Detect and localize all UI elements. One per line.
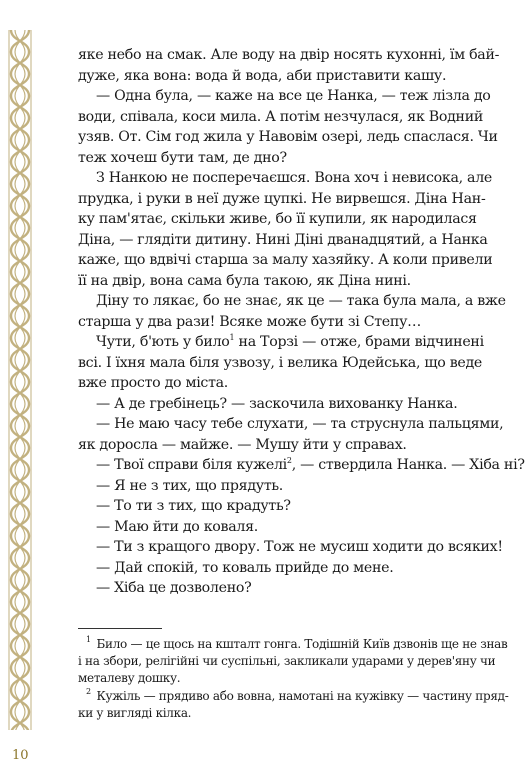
text-line: — Твої справи біля кужелі$^2$, — ствердила Нанка. — Хіба ні?	[96, 456, 525, 473]
text-line: води, співала, коси мила. А потім незчулася, як Водний	[78, 108, 484, 125]
celtic-knot-border	[8, 30, 32, 730]
text-line: дуже, яка вона: вода й вода, аби приставити кашу.	[78, 67, 447, 84]
text-line: як доросла — майже. — Мушу йти у справах.	[78, 436, 407, 453]
text-line: Чути, б'ють у било$^1$ на Торзі — отже, брами відчинені	[96, 333, 484, 350]
text-line: ку пам'ятає, скільки живе, бо її купили, як народилася	[78, 211, 477, 227]
text-line: узяв. От. Сім год жила у Навовім озері, ледь спаслася. Чи	[78, 129, 498, 145]
footnote-number: 2	[86, 687, 91, 696]
text-line: — Я не з тих, що прядуть.	[96, 477, 283, 494]
footnote-line: ки у вигляді кілка.	[78, 706, 192, 720]
footnote-divider	[78, 628, 162, 629]
text-line: — Хіба це дозволено?	[96, 580, 252, 596]
footnote-ref: 1	[229, 333, 235, 342]
text-line: старша у два рази! Всяке може бути зі Степу…	[78, 313, 421, 330]
text-line: — А де гребінець? — заскочила вихованку Нанка.	[96, 395, 458, 412]
text-line: Діну то лякає, бо не знає, як це — така була мала, а вже	[96, 293, 506, 309]
footnote-ref: 2	[286, 456, 292, 465]
text-line: — Одна була, — каже на все це Нанка, — теж лізла до	[96, 88, 491, 104]
footnote-line: $^2$ Кужіль — прядиво або вовна, намотані на кужівку — частину пряд-	[86, 687, 509, 703]
text-line: — Не маю часу тебе слухати, — та струснула пальцями,	[96, 416, 504, 432]
text-line: всі. І їхня мала біля узвозу, і велика Юдейська, що веде	[78, 354, 483, 371]
text-line: каже, що вдвічі старша за малу хазяйку. А коли привели	[78, 252, 493, 268]
footnote-line: $^1$ Било — це щось на кшталт гонга. Тодішній Київ дзвонів ще не знав	[86, 635, 508, 651]
page-number: 10	[12, 748, 29, 763]
text-line: прудка, і руки в неї дуже цупкі. Не вирвешся. Діна Нан-	[78, 190, 486, 207]
text-line: — Маю йти до коваля.	[96, 518, 258, 535]
text-line: — Дай спокій, то коваль прийде до мене.	[96, 559, 394, 576]
text-line: яке небо на смак. Але воду на двір носять кухонні, їм бай-	[78, 47, 500, 63]
text-line: її на двір, вона сама була такою, як Діна нині.	[78, 272, 411, 289]
text-line: З Нанкою не посперечаєшся. Вона хоч і невисока, але	[96, 170, 492, 186]
text-line: вже просто до міста.	[78, 375, 228, 391]
footnote-line: металеву дошку.	[78, 671, 181, 685]
text-line: Діна, — глядіти дитину. Нині Діні дванадцятий, а Нанка	[78, 231, 488, 248]
text-line: — Ти з кращого двору. Тож не мусиш ходити до всяких!	[96, 539, 503, 555]
text-line: теж хочеш бути там, де дно?	[78, 149, 287, 166]
footnote-number: 1	[86, 635, 91, 644]
footnote-line: і на збори, релігійні чи суспільні, закликали ударами у дерев'яну чи	[78, 654, 496, 668]
text-line: — То ти з тих, що крадуть?	[96, 498, 291, 514]
